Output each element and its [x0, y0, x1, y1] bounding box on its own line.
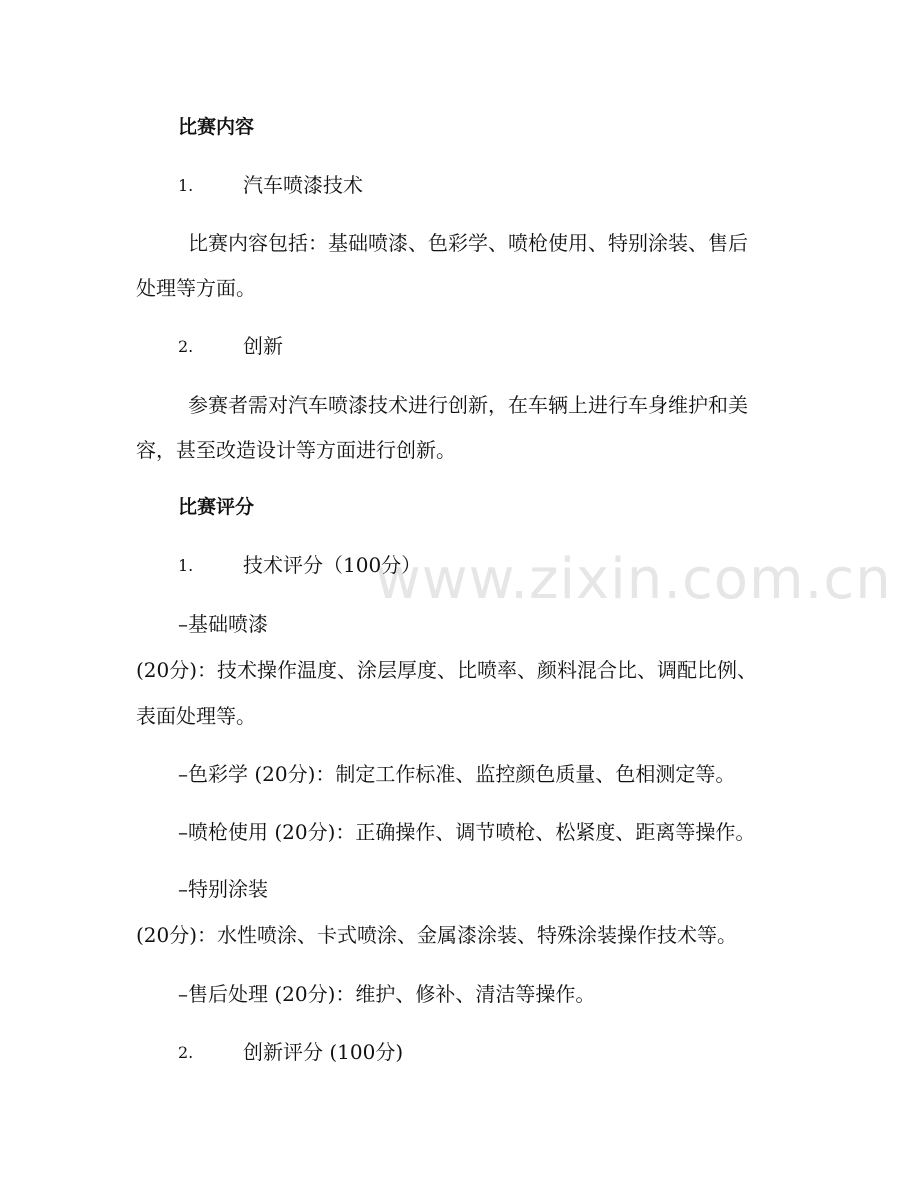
score-line: (20分)：水性喷涂、卡式喷涂、金属漆涂装、特殊涂装操作技术等。	[136, 923, 738, 947]
score-line: –喷枪使用 (20分)：正确操作、调节喷枪、松紧度、距离等操作。	[178, 820, 756, 844]
score-line: (20分)：技术操作温度、涂层厚度、比喷率、颜料混合比、调配比例、	[136, 658, 758, 682]
paragraph-line: 处理等方面。	[136, 276, 256, 300]
paragraph-line: 参赛者需对汽车喷漆技术进行创新，在车辆上进行车身维护和美	[188, 393, 748, 417]
item-number: 1.	[178, 176, 194, 195]
paragraph-line: 容，甚至改造设计等方面进行创新。	[136, 438, 456, 462]
score-line: –色彩学 (20分)：制定工作标准、监控颜色质量、色相测定等。	[178, 762, 736, 786]
item-title: 创新评分 (100分)	[243, 1040, 404, 1064]
item-title: 创新	[243, 334, 283, 358]
item-title: 技术评分（100分）	[243, 553, 422, 577]
score-line: –售后处理 (20分)：维护、修补、清洁等操作。	[178, 982, 596, 1006]
score-line: –特别涂装	[178, 877, 268, 901]
item-number: 2.	[178, 1043, 194, 1062]
item-number: 2.	[178, 337, 194, 356]
item-title: 汽车喷漆技术	[243, 173, 363, 197]
score-line: –基础喷漆	[178, 612, 268, 636]
paragraph-line: 比赛内容包括：基础喷漆、色彩学、喷枪使用、特别涂装、售后	[188, 231, 748, 255]
item-number: 1.	[178, 556, 194, 575]
score-line: 表面处理等。	[136, 704, 256, 728]
heading-scoring: 比赛评分	[178, 496, 255, 518]
heading-content: 比赛内容	[178, 116, 255, 138]
watermark: www.zixin.com.cn	[375, 547, 892, 612]
